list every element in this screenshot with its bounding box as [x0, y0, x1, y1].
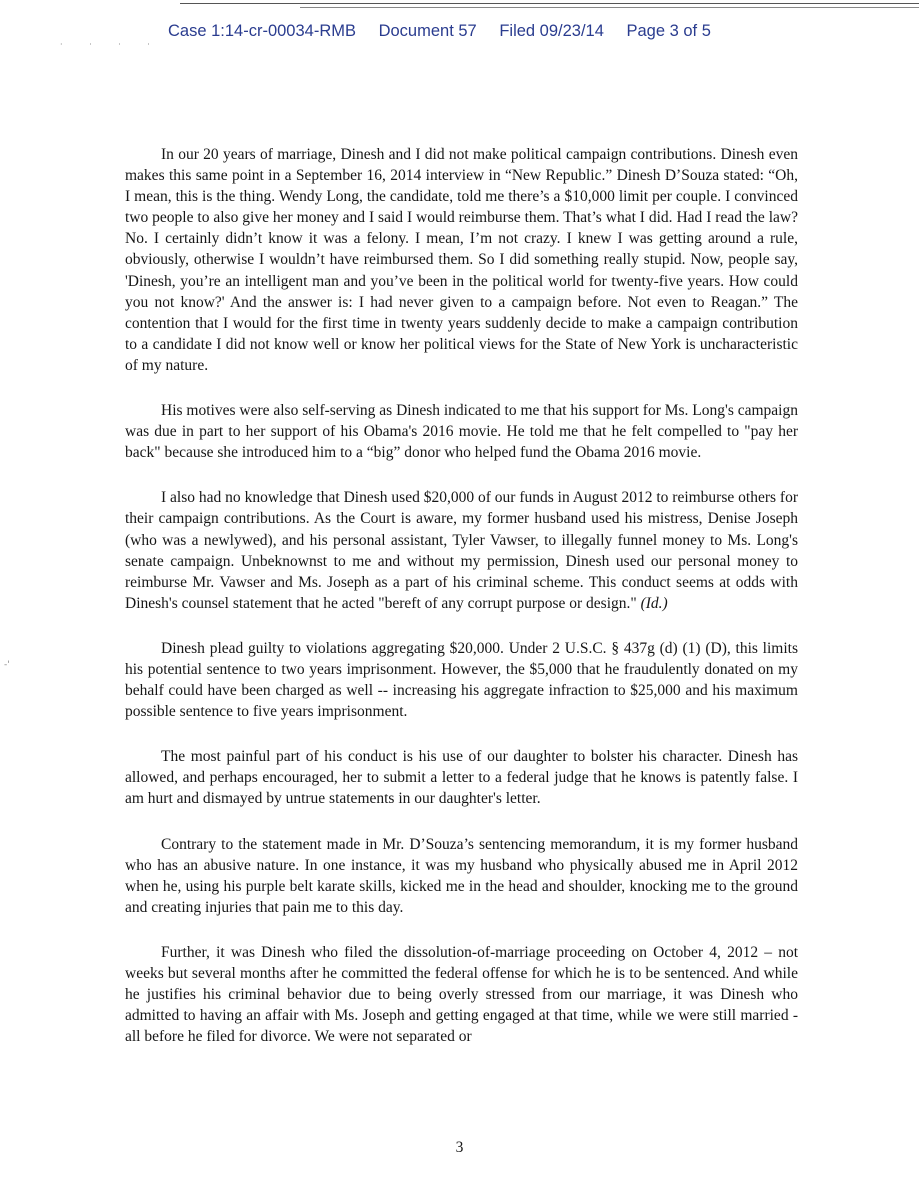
paragraph-no-knowledge-text: I also had no knowledge that Dinesh used $20,000 of our funds in August 2012 to reimburse others for their campaign contributions. As the Court is aware, my former husband used his mistress, Denise Joseph (who was a newlywed), and his personal assistant, Tyler Vawser, to illegally funnel money to Ms. Long's senate campaign. Unbeknownst to me and without my permission, Dinesh used our personal money to reimburse Mr. Vawser and Ms. Joseph as a part of his criminal scheme. This conduct seems at odds with Dinesh's counsel statement that he acted "bereft of any corrupt purpose or design." [125, 489, 798, 612]
paragraph-dissolution: Further, it was Dinesh who filed the dissolution-of-marriage proceeding on October 4, 2012 – not weeks but several months after he committed the federal offense for which he is to be sentenced. And while he justifies his criminal behavior due to being overly stressed from our marriage, it was Dinesh who admitted to having an affair with Ms. Joseph and getting engaged at that time, while we were still married - all before he filed for divorce. We were not separated or [125, 943, 798, 1046]
paragraph-campaign-contributions: In our 20 years of marriage, Dinesh and I did not make political campaign contributions. Dinesh even makes this same point in a September 16, 2014 interview in “New Republic.” Dinesh D’Souza stated: “Oh, I mean, this is the thing. Wendy Long, the candidate, told me there’s a $10,000 limit per couple. I convinced two people to also give her money and I said I would reimburse them. That’s what I did. Had I read the law? No. I certainly didn’t know it was a felony. I mean, I’m not crazy. I knew I was getting around a rule, obviously, otherwise I wouldn’t have reimbursed them. So I did something really stupid. Now, people say, 'Dinesh, you’re an intelligent man and you’ve been in the political world for twenty-five years. How could you not know?' And the answer is: I had never given to a campaign before. Not even to Reagan.” The contention that I would for the first time in twenty years suddenly decide to make a campaign contribution to a candidate I did not know well or know her political views for the State of New York is uncharacteristic of my nature. [125, 146, 798, 374]
letter-body [125, 144, 798, 1071]
case-number: Case 1:14-cr-00034-RMB [168, 22, 356, 40]
scan-specks: · · · · [60, 40, 162, 49]
document-number: Document 57 [378, 22, 477, 40]
ecf-filing-header [168, 22, 828, 41]
scan-artifact-line [180, 3, 919, 4]
paragraph-guilty-plea: Dinesh plead guilty to violations aggregating $20,000. Under 2 U.S.C. § 437g (d) (1) (D), this limits his potential sentence to two years imprisonment. However, the $5,000 that he fraudulently donated on my behalf could have been charged as well -- increasing his aggregate infraction to $25,000 and his maximum possible sentence to five years imprisonment. [125, 639, 798, 721]
paragraph-motives: His motives were also self-serving as Dinesh indicated to me that his support for Ms. Long's campaign was due in part to her support of his Obama's 2016 movie. He told me that he felt compelled to "pay her back" because she introduced him to a “big” donor who helped fund the Obama 2016 movie. [125, 402, 798, 462]
margin-mark: -' [4, 660, 10, 670]
citation-id: (Id.) [640, 594, 668, 612]
scan-artifact-line [300, 7, 919, 8]
page-of-pages: Page 3 of 5 [626, 22, 711, 40]
filed-date: Filed 09/23/14 [499, 22, 604, 40]
page-number: 3 [455, 1139, 464, 1156]
paragraph-daughter: The most painful part of his conduct is his use of our daughter to bolster his character. Dinesh has allowed, and perhaps encouraged, her to submit a letter to a federal judge that he knows is patently false. I am hurt and dismayed by untrue statements in our daughter's letter. [125, 748, 798, 808]
paragraph-no-knowledge [125, 487, 798, 614]
paragraph-abusive-nature: Contrary to the statement made in Mr. D’Souza’s sentencing memorandum, it is my former husband who has an abusive nature. In one instance, it was my husband who physically abused me in April 2012 when he, using his purple belt karate skills, kicked me in the head and shoulder, knocking me to the ground and creating injuries that pain me to this day. [125, 835, 798, 916]
